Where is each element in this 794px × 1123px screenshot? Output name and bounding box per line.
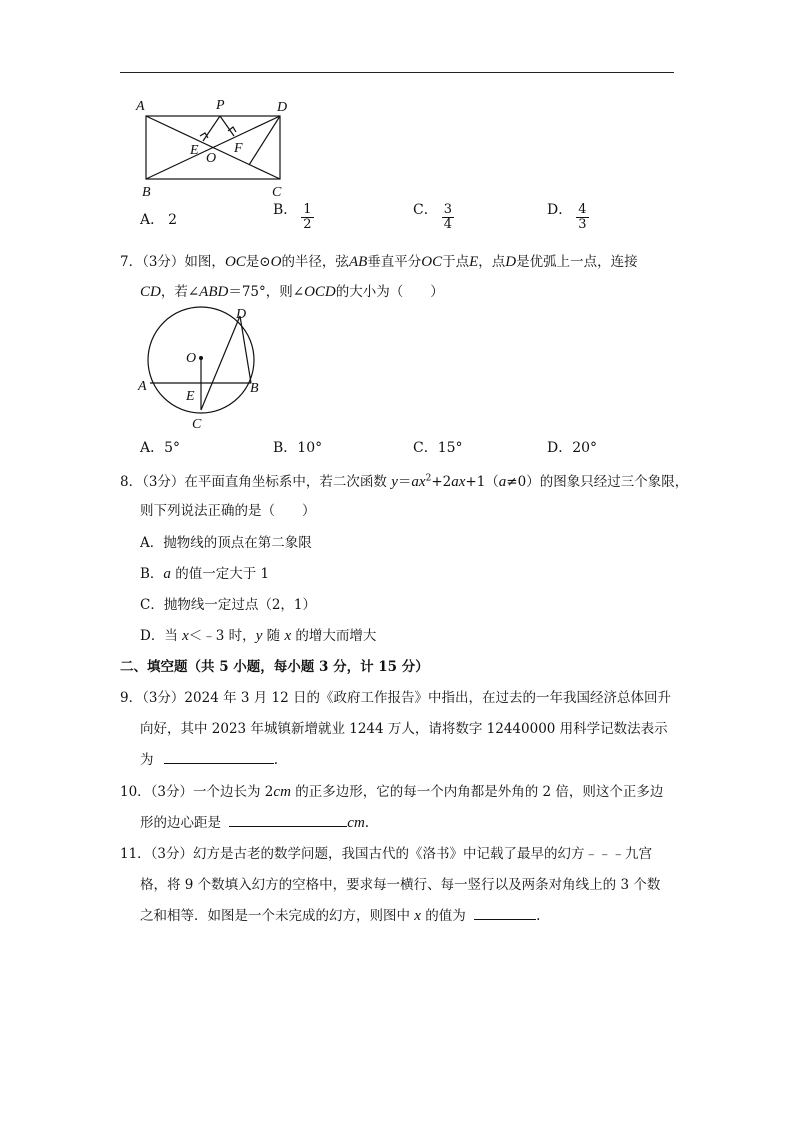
- segment-cd: [201, 316, 240, 410]
- label-b: B: [142, 185, 151, 200]
- q8-line-2: 则下列说法正确的是（ ）: [140, 503, 316, 519]
- label-f: F: [234, 141, 243, 156]
- q7-line-1: 7．（3分）如图，OC是⊙O的半径，弦AB垂直平分OC于点E，点D是优弧上一点，连接: [120, 254, 638, 270]
- center-point: [199, 356, 203, 360]
- q6-option-c[interactable]: C． $\frac{3}{4}$: [413, 201, 452, 232]
- q9-answer-blank[interactable]: [164, 751, 274, 764]
- label-e: E: [186, 389, 195, 404]
- q9-line-1: 9．（3分）2024 年 3 月 12 日的《政府工作报告》中指出，在过去的一年我国经济总体回升: [120, 690, 672, 706]
- label-a: A: [136, 99, 145, 114]
- label-o: O: [186, 351, 197, 366]
- q11-line-1: 11．（3分）幻方是古老的数学问题，我国古代的《洛书》中记载了最早的幻方﹣﹣﹣九宫: [120, 846, 653, 862]
- label-b: B: [250, 381, 259, 396]
- q7-option-d[interactable]: D．20°: [547, 440, 598, 456]
- label-o: O: [206, 151, 217, 166]
- q11-answer-blank[interactable]: [474, 907, 536, 920]
- label-a: A: [138, 379, 147, 394]
- q11-line-2: 格，将 9 个数填入幻方的空格中，要求每一横行、每一竖行以及两条对角线上的 3 个数: [140, 877, 661, 893]
- q10-line-1: 10．（3分）一个边长为 2cm 的正多边形，它的每一个内角都是外角的 2 倍，则这个正多边: [120, 784, 664, 800]
- q10-answer-blank[interactable]: [229, 814, 347, 827]
- figure-q7-circle: [134, 304, 268, 432]
- label-d: D: [236, 307, 247, 322]
- q8-option-c[interactable]: C．抛物线一定过点（2，1）: [140, 597, 317, 613]
- q9-line-2: 向好，其中 2023 年城镇新增就业 1244 万人，请将数字 12440000 用科学记数法表示: [140, 721, 668, 737]
- q7-option-a[interactable]: A．5°: [140, 440, 181, 456]
- right-angle-f: [228, 127, 236, 132]
- header-rule: [120, 72, 674, 73]
- q8-line-1: 8．（3分）在平面直角坐标系中，若二次函数 $y=ax^2+2ax+1(a\ne 0)$的图象只经过三个象限，: [120, 473, 689, 490]
- segment-bd: [240, 316, 251, 383]
- q7-options: [140, 437, 660, 471]
- right-angle-e: [200, 133, 208, 138]
- q6-option-d[interactable]: D． $\frac{4}{3}$: [547, 201, 587, 232]
- q9-line-3: 为 .: [140, 752, 279, 768]
- q7-line-2: CD，若∠ABD＝75°，则∠OCD的大小为（ ）: [140, 284, 444, 300]
- section-2-heading: 二、填空题（共 5 小题，每小题 3 分，计 15 分）: [120, 659, 429, 675]
- label-d: D: [277, 100, 288, 115]
- q10-line-2: 形的边心距是 cm.: [140, 815, 370, 831]
- q7-option-b[interactable]: B．10°: [273, 440, 323, 456]
- q8-option-a[interactable]: A．抛物线的顶点在第二象限: [140, 535, 312, 551]
- q6-option-b[interactable]: B． $\frac{1}{2}$: [273, 201, 312, 232]
- q6-option-a[interactable]: A． 2: [140, 212, 178, 228]
- q11-line-3: 之和相等．如图是一个未完成的幻方，则图中 x 的值为 .: [140, 908, 541, 924]
- segment-pf: [220, 116, 234, 136]
- q8-option-b[interactable]: B．a 的值一定大于 1: [140, 566, 270, 582]
- label-c: C: [272, 185, 282, 200]
- label-c: C: [192, 417, 202, 432]
- label-e: E: [190, 143, 199, 158]
- fraction-one-half: $\frac{1}{2}$: [303, 202, 312, 232]
- label-p: P: [216, 98, 225, 113]
- q6-options: [140, 203, 660, 237]
- fraction-three-quarters: $\frac{3}{4}$: [443, 202, 452, 232]
- q8-option-d[interactable]: D．当 x＜﹣3 时，y 随 x 的增大而增大: [140, 628, 377, 644]
- figure-q6-rectangle: [130, 96, 300, 200]
- segment-pe: [203, 116, 220, 141]
- q7-option-c[interactable]: C．15°: [413, 440, 463, 456]
- fraction-four-thirds: $\frac{4}{3}$: [578, 202, 587, 232]
